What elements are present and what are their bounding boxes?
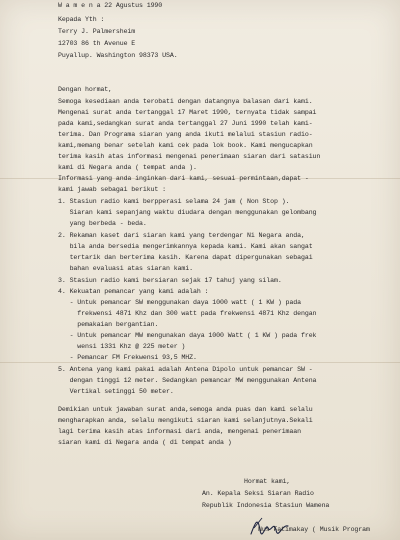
point-line: yang berbeda - beda.: [58, 220, 147, 227]
body-line: kami,memang benar setelah kami cek pada lok book. Kami mengucapkan: [58, 142, 313, 149]
body-line: terima. Dan Programa siaran yang anda ikuti melalui stasiun radio-: [58, 131, 313, 138]
point-line: - Untuk pemancar SW menggunakan daya 1000 watt ( 1 KW ) pada: [58, 299, 301, 306]
point-line: 3. Stasiun radio kami bersiaran sejak 17 tahuj yang silam.: [58, 277, 282, 284]
point-line: - Pemancar FM Frekwensi 93,5 MHZ.: [58, 354, 197, 361]
closing-greeting: Hormat kami,: [244, 478, 291, 485]
date-line: W a m e n a 22 Agustus 1990: [58, 2, 163, 9]
body-line: kami jawab sebagai berikut :: [58, 186, 166, 193]
point-line: - Untuk pemancar MW mengunakan daya 1000 Watt ( 1 KW ) pada frek: [58, 332, 317, 339]
point-line: frekwensi 4871 Khz dan 300 watt pada frekwensi 4871 Khz dengan: [58, 310, 317, 317]
point-line: Siaran kami sepanjang waktu diudara dengan menggunakan gelombang: [58, 209, 317, 216]
recipient-line: Puyallup. Washington 98373 USA.: [58, 52, 178, 59]
point-line: tertarik dan berterima kasih. Karena dapat dipergunakan sebagai: [58, 254, 313, 261]
body-line: terima kasih atas informasi mengenai penerimaan siaran dari satasiun: [58, 153, 321, 160]
point-line: wensi 1331 Khz @ 225 meter ): [58, 343, 186, 350]
point-line: 2. Rekaman kaset dari siaran kami yang terdengar Ni Negara anda,: [58, 232, 305, 239]
point-line: 5. Antena yang kami pakai adalah Antena Dipolo untuk pemancar SW -: [58, 366, 313, 373]
body-line: pada kami,sedangkan surat anda tertanggal 27 Juni 1990 telah kami-: [58, 120, 313, 127]
point-line: 1. Stasiun radio kami berpperasi selama 24 jam ( Non Stop ).: [58, 198, 290, 205]
point-line: bila anda bersedia mengerimkannya kepada kami. Kami akan sangat: [58, 243, 313, 250]
body-line: kami di Negara anda ( tempat anda ).: [58, 164, 197, 171]
body-line: Semoga kesediaan anda terobati dengan datangnya balasan dari kami.: [58, 98, 313, 105]
recipient-line: Terry J. Palmersheim: [58, 28, 136, 35]
point-line: 4. Kekuatan pemancar yang kami adalah :: [58, 288, 209, 295]
salutation: Dengan hormat,: [58, 86, 112, 93]
body-line: Informasi yang anda inginkan dari kami, sesuai permintaan,dapat -: [58, 175, 309, 182]
point-line: pemakaian bergantian.: [58, 321, 159, 328]
signer-name: Nus Fatimakay ( Musik Program: [258, 526, 370, 533]
point-line: bahan evaluasi atas siaran kami.: [58, 265, 193, 272]
fold-crease: [0, 362, 400, 363]
signer-title: An. Kepala Seksi Siaran Radio: [202, 490, 314, 497]
body-line: siaran kami di Negara anda ( di tempat anda ): [58, 439, 232, 446]
body-line: Demikian untuk jawaban surat anda,semoga anda puas dan kami selalu: [58, 406, 313, 413]
point-line: Vertikal setinggi 50 meter.: [58, 388, 174, 395]
body-line: lagi terima kasih atas informasi dari anda, mengenai penerimaan: [58, 428, 301, 435]
body-line: mengharapkan anda, selalu mengikuti siaran kami selanjutnya.Sekali: [58, 417, 313, 424]
recipient-line: 12703 86 th Avenue E: [58, 40, 136, 47]
point-line: dengan tinggi 12 meter. Sedangkan pemancar MW menggunakan Antena: [58, 377, 317, 384]
signer-title: Republik Indonesia Stasiun Wamena: [202, 502, 330, 509]
recipient-line: Kepada Yth :: [58, 16, 105, 23]
body-line: Mengenai surat anda tertanggal 17 Maret 1990, ternyata tidak sampai: [58, 109, 317, 116]
